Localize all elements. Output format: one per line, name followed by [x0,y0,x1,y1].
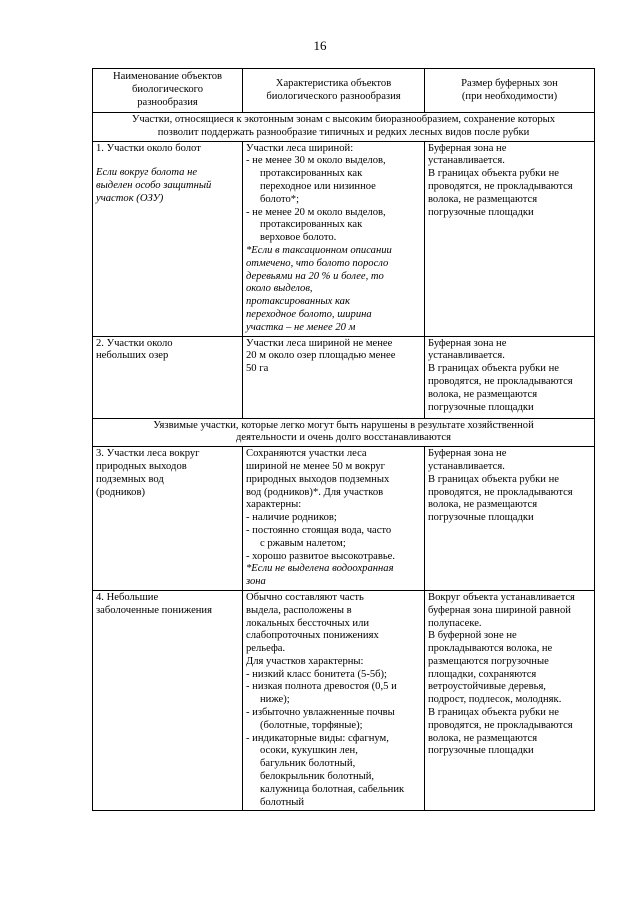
text-line: волока, не размещаются [428,388,538,400]
text-line: размещаются погрузочные [428,655,549,667]
text-line: (при необходимости) [461,90,558,102]
text-line: природных выходов подземных [246,473,390,485]
text-line: - не менее 30 м около выделов, [246,155,386,167]
buffer-cell [425,590,595,811]
text-line: проводятся, не прокладываются [428,719,573,731]
text-line: природных выходов [96,460,187,472]
text-line: проводятся, не прокладываются [428,486,573,498]
object-name-cell [93,590,243,811]
text-line: (родников) [96,486,145,498]
text-line: протаксированных как [260,168,363,180]
text-line: Буферная зона не [428,448,507,460]
section-heading [93,113,595,142]
text-line: заболоченные понижения [96,604,212,616]
text-line: - индикаторные виды: сфагнум, [246,732,389,744]
text-line: переходное болото, ширина [246,308,372,320]
text-line: проводятся, не прокладываются [428,180,573,192]
text-line: устанавливается. [428,155,505,167]
table-row [93,141,595,336]
text-line: полупасеке. [428,617,482,629]
text-line: ниже); [260,694,290,706]
object-name-cell [93,141,243,336]
text-line: биологического [131,84,204,96]
text-line: Если вокруг болота не [96,167,198,179]
text-line: - не менее 20 м около выделов, [246,206,386,218]
header-characteristics [243,69,425,113]
text-line: устанавливается. [428,350,505,362]
text-line: 20 м около озер площадью менее [246,350,396,362]
buffer-cell [425,447,595,591]
text-line: погрузочные площадки [428,745,534,757]
text-line: Буферная зона не [428,142,507,154]
text-line: переходное или низинное [260,180,376,192]
text-line: багульник болотный, [260,758,356,770]
text-line: зона [246,576,266,588]
header-buffer-size [425,69,595,113]
text-line: биологического разнообразия [266,90,401,102]
text-line: проводятся, не прокладываются [428,375,573,387]
text-line: Обычно составляют часть [246,591,364,603]
text-line: Уязвимые участки, которые легко могут быть нарушены в результате хозяйственной [153,419,534,431]
text-line: прокладываются волока, не [428,643,553,655]
text-line: Сохраняются участки леса [246,448,367,460]
text-line: В границах объекта рубки не [428,363,559,375]
header-objects [93,69,243,113]
text-line: - хорошо развитое высокотравье. [246,550,396,562]
text-line: белокрыльник болотный, [260,771,375,783]
text-line: слабопроточных понижениях [246,630,379,642]
text-line: В буферной зоне не [428,630,517,642]
buffer-cell [425,336,595,418]
text-line: отмечено, что болото поросло [246,257,389,269]
text-line: волока, не размещаются [428,193,538,205]
text-line: погрузочные площадки [428,206,534,218]
text-line: подрост, подлесок, молодняк. [428,694,562,706]
text-line: Размер буферных зон [461,77,558,89]
text-line: подземных вод [96,473,164,485]
characteristic-cell [243,336,425,418]
section-row-ecotone [93,113,595,142]
text-line: погрузочные площадки [428,401,534,413]
section-row-vulnerable [93,418,595,447]
text-line: калужница болотная, сабельник [260,783,405,795]
text-line: болото*; [260,193,300,205]
text-line: 3. Участки леса вокруг [96,448,200,460]
text-line: площадки, сохраняются [428,668,537,680]
buffer-cell [425,141,595,336]
text-line: характерны: [246,499,302,511]
text-line: волока, не размещаются [428,732,538,744]
text-line: 2. Участки около [96,337,173,349]
text-line: небольших озер [96,350,169,362]
text-line: протаксированных как [246,296,350,308]
object-name-cell [93,336,243,418]
text-line: с ржавым налетом; [260,537,346,549]
table-header-row [93,69,595,113]
characteristic-cell [243,590,425,811]
text-line: 1. Участки около болот [96,142,201,154]
text-line: верховое болото. [260,232,337,244]
text-line: выделен особо защитный [96,180,212,192]
text-line: 50 га [246,363,269,375]
text-line: шириной не менее 50 м вокруг [246,460,385,472]
table-row [93,590,595,811]
page-number: 16 [313,38,327,53]
table-row [93,447,595,591]
text-line: погрузочные площадки [428,512,534,524]
text-line: деревьями на 20 % и более, то [246,270,384,282]
text-line: Характеристика объектов [275,77,392,89]
text-line: около выделов, [246,283,313,295]
text-line: - наличие родников; [246,512,337,524]
text-line: Наименование объектов [112,71,223,83]
text-line: 4. Небольшие [96,591,159,603]
text-line: болотный [260,796,305,808]
text-line: Буферная зона не [428,337,507,349]
text-line: - избыточно увлажненные почвы [246,707,395,719]
text-line: протаксированных как [260,219,363,231]
text-line: Участки леса шириной: [246,142,354,154]
text-line: выдела, расположены в [246,604,352,616]
text-line: Участки, относящиеся к экотонным зонам с высоким биоразнообразием, сохранение которых [131,114,556,125]
text-line: В границах объекта рубки не [428,473,559,485]
table-row [93,336,595,418]
section-heading [93,418,595,447]
text-line: рельефа. [246,643,286,655]
text-line: *Если не выделена водоохранная [246,563,394,575]
text-line: В границах объекта рубки не [428,168,559,180]
text-line: (болотные, торфяные); [260,719,363,731]
text-line: волока, не размещаются [428,499,538,511]
text-line: участка – не менее 20 м [246,321,356,333]
text-line: *Если в таксационном описании [246,244,392,256]
text-line: осоки, кукушкин лен, [260,745,358,757]
text-line: деятельности и очень долго восстанавливаются [236,432,451,444]
text-line: Для участков характерны: [246,655,364,667]
text-line: - низкий класс бонитета (5-5б); [246,668,387,680]
text-line: - постоянно стоящая вода, часто [246,524,392,536]
text-line: буферная зона шириной равной [428,604,571,616]
text-line: вод (родников)*. Для участков [246,486,384,498]
text-line: В границах объекта рубки не [428,707,559,719]
text-line: разнообразия [137,96,198,108]
text-line: Вокруг объекта устанавливается [428,591,575,603]
characteristic-cell [243,141,425,336]
characteristic-cell [243,447,425,591]
text-line: Участки леса шириной не менее [246,337,393,349]
text-line: - низкая полнота древостоя (0,5 и [246,681,397,693]
object-name-cell [93,447,243,591]
text-line: позволит поддержать разнообразие типичных и редких лесных видов после рубки [157,126,530,138]
text-line: устанавливается. [428,460,505,472]
text-line: локальных бессточных или [246,617,370,629]
text-line: ветроустойчивые деревья, [428,681,546,693]
biodiversity-table [92,68,595,811]
text-line: участок (ОЗУ) [96,192,164,204]
